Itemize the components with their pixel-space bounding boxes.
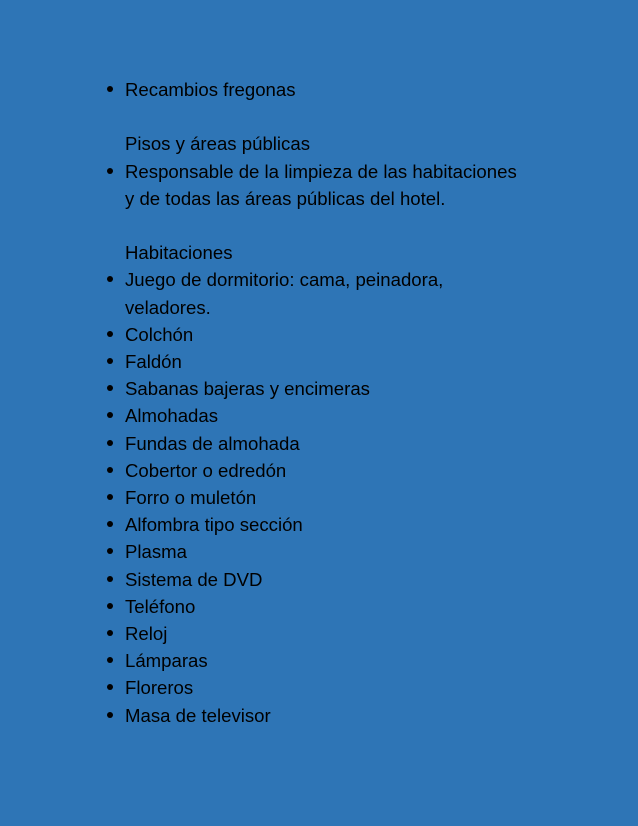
spacer [104, 212, 524, 239]
list-item: Almohadas [104, 402, 524, 429]
list-item: Lámparas [104, 647, 524, 674]
list-item: Recambios fregonas [104, 76, 524, 103]
spacer [104, 103, 524, 130]
section-heading-pisos: Pisos y áreas públicas [125, 133, 310, 155]
list-item: Plasma [104, 538, 524, 565]
list-item: Cobertor o edredón [104, 457, 524, 484]
section-heading-habitaciones: Habitaciones [125, 242, 233, 264]
list-item: Masa de televisor [104, 702, 524, 729]
document-content [104, 76, 524, 729]
list-item: Sistema de DVD [104, 566, 524, 593]
list-item: Alfombra tipo sección [104, 511, 524, 538]
list-item: Floreros [104, 674, 524, 701]
list-item: Fundas de almohada [104, 430, 524, 457]
list-item: Faldón [104, 348, 524, 375]
list-item: Forro o muletón [104, 484, 524, 511]
list-item: Colchón [104, 321, 524, 348]
list-item: Teléfono [104, 593, 524, 620]
list-item: Responsable de la limpieza de las habitaciones y de todas las áreas públicas del hotel. [104, 158, 524, 212]
list-item: Reloj [104, 620, 524, 647]
list-item: Sabanas bajeras y encimeras [104, 375, 524, 402]
list-item: Juego de dormitorio: cama, peinadora, veladores. [104, 266, 524, 320]
